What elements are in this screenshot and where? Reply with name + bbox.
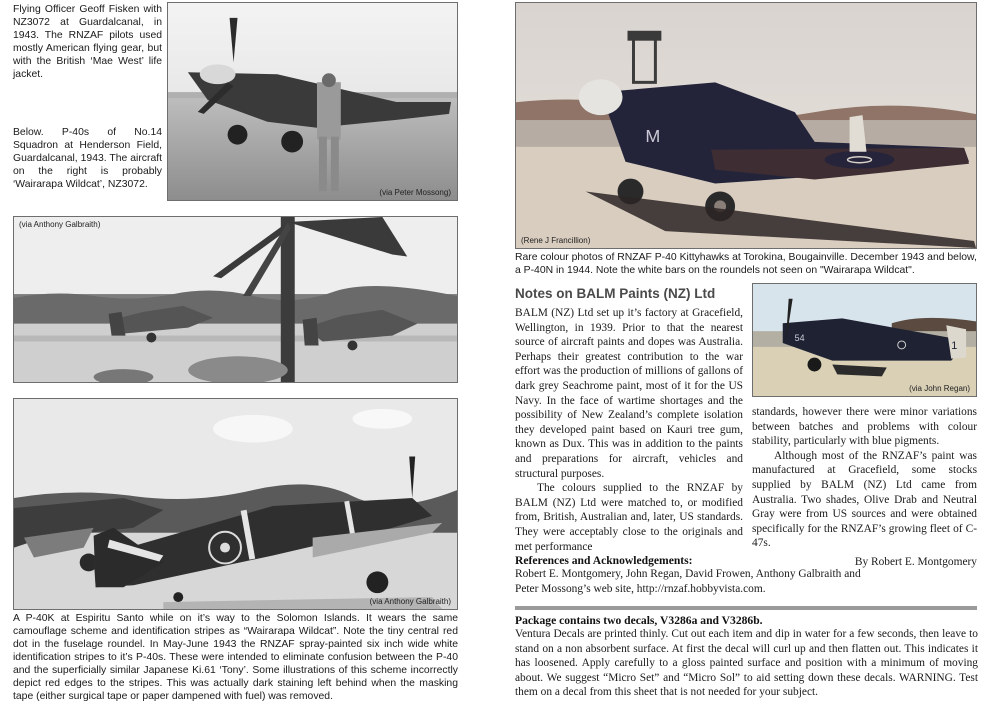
photo-credit: (Rene J Francillion) <box>521 236 591 245</box>
aircraft-code-54: 54 <box>794 333 805 343</box>
photo-credit: (via John Regan) <box>909 384 970 393</box>
photo-credit: (via Anthony Galbraith) <box>19 220 101 229</box>
article-paragraph-1: BALM (NZ) Ltd set up it’s factory at Gracefield, Wellington, in 1939. Prior to that the nearest source of aircraft paints and dopes was Australia. Perhaps their greatest contribution to the war effort was the production of millions of gallons of dark grey Seachrome paint, most of it for the US Navy. In the face of wartime shortages and the possibility of New Zealand’s complete isolation they developed paint based on Kauri tree gum, known as Dux. This was in addition to the paints and preparations for aircraft, vehicles and structural purposes. <box>515 307 743 480</box>
package-section <box>515 614 978 700</box>
aircraft-code-m: M <box>645 125 661 146</box>
article-title: Notes on BALM Paints (NZ) Ltd <box>515 286 716 301</box>
article-paragraph-2-continued: standards, however there were minor variations between batches and problems with colour stability, particularly with blue pigments. <box>752 406 977 448</box>
photo-torokina-image <box>516 3 976 248</box>
photo-henderson-field <box>13 216 458 383</box>
article-column-1 <box>515 306 743 554</box>
photo-p40k-espiritu-santo <box>13 398 458 610</box>
package-title: Package contains two decals, V3286a and V3286b. <box>515 614 763 627</box>
photo-credit: (via Anthony Galbraith) <box>369 597 451 606</box>
article-byline: By Robert E. Montgomery <box>854 555 977 568</box>
caption-p40k: A P-40K at Espiritu Santo while on it’s way to the Solomon Islands. It wears the same camouflage scheme and identification stripes as “Wairarapa Wildcat”. Note the tiny central red dot in the fuselage roundel. In May-June 1943 the RNZAF spray-painted six inch wide white identification stripes to it’s P-40s. These were intended to eliminate confusion between the P-40 and the superficially similar Japanese Ki.61 ‘Tony’. Some illustrations of this scheme incorrectly depict red edges to the stripes. This was actually dark staining left behind when the masking tape (either surgical tape or paper dampened with fuel) was removed. <box>13 613 458 702</box>
photo-p40n-image <box>753 284 976 396</box>
references-section <box>515 554 981 596</box>
photo-torokina-colour <box>515 2 977 249</box>
caption-fisken: Flying Officer Geoff Fisken with NZ3072 at Guardalcanal, in 1943. The RNZAF pilots used mostly American flying gear, but with the British ‘Mae West’ life jacket. <box>13 4 162 80</box>
article-paragraph-2: The colours supplied to the RNZAF by BALM (NZ) Ltd were matched to, or modified from, British, Australian and, later, US standards. They were acceptably close to the originals and met performance <box>515 482 743 553</box>
tail-number: 1 <box>951 339 958 352</box>
article-paragraph-3: Although most of the RNZAF’s paint was manufactured at Gracefield, some stocks supplied by BALM (NZ) Ltd came from Australia. Two shades, Olive Drab and Neutral Gray were from US sources and were obtained specifically for the RNZAF’s growing fleet of C-47s. <box>752 449 977 550</box>
photo-p40n-1944 <box>752 283 977 397</box>
photo-henderson-image <box>14 217 457 382</box>
article-column-2 <box>752 405 977 570</box>
caption-colour-photos: Rare colour photos of RNZAF P-40 Kittyhawks at Torokina, Bougainville. December 1943 and below, a P-40N in 1944. Note the white bars on the roundels not seen on "Wairarapa Wildcat". <box>515 252 977 276</box>
caption-henderson-field: Below. P-40s of No.14 Squadron at Henderson Field, Guardalcanal, 1943. The aircraft on the right is probably ‘Wairarapa Wildcat’, NZ3072. <box>13 127 162 190</box>
references-title: References and Acknowledgements: <box>515 554 693 567</box>
photo-fisken-p40 <box>167 2 458 201</box>
package-instructions: Ventura Decals are printed thinly. Cut out each item and dip in water for a few seconds, then leave to stand on a non absorbent surface. At first the decal will curl up and then flatten out. This indicates it has loosened. Apply carefully to a gloss painted surface and position with a minimum of moving about. We suggest “Micro Set” and “Micro Sol” to aid setting down these decals. WARNING. Test them on a decal from this sheet that is not needed for your subject. <box>515 628 978 699</box>
section-divider <box>515 606 977 610</box>
photo-fisken-image <box>168 3 457 200</box>
photo-p40k-image <box>14 399 457 609</box>
photo-credit: (via Peter Mossong) <box>379 188 451 197</box>
references-line-1: Robert E. Montgomery, John Regan, David Frowen, Anthony Galbraith and <box>515 568 861 580</box>
references-line-2: Peter Mossong’s web site, http://rnzaf.hobbyvista.com. <box>515 582 766 595</box>
